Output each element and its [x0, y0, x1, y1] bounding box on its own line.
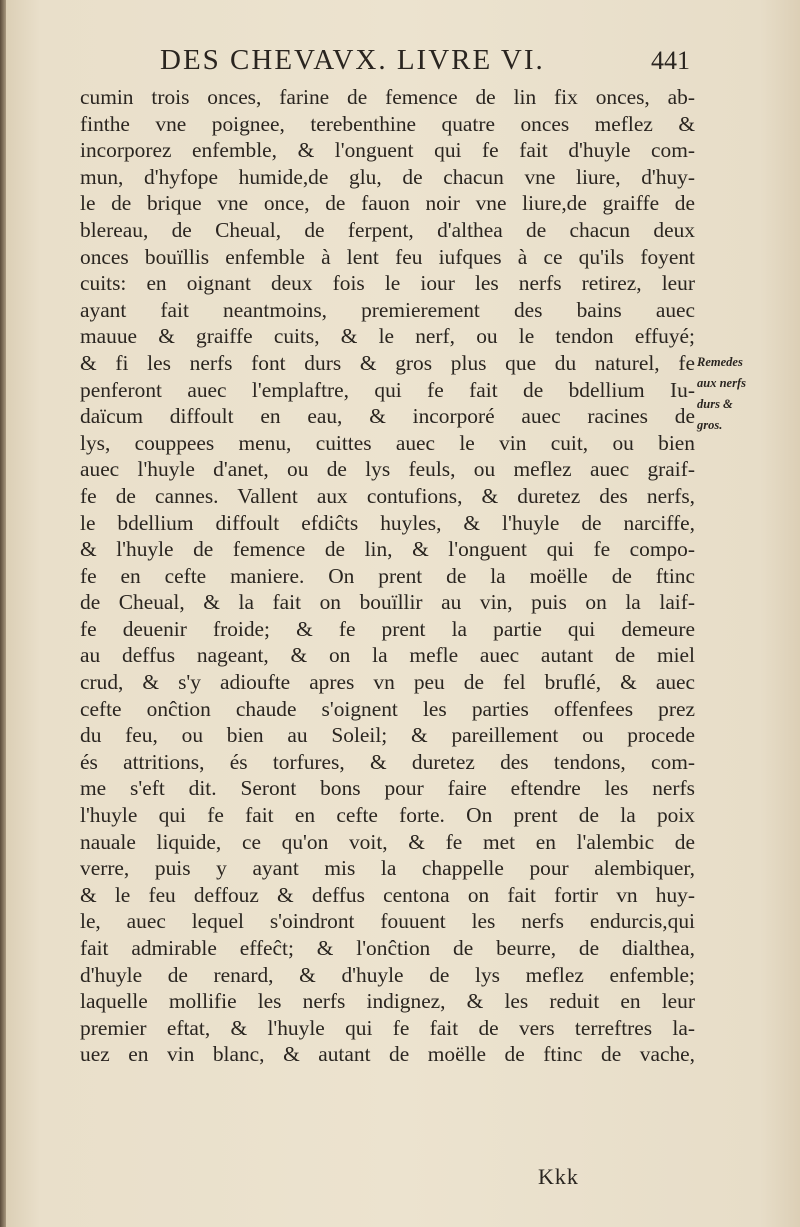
text-line: mun, d'hyfope humide,de glu, de chacun vne liure, d'huy- — [80, 164, 695, 189]
text-line: incorporez enfemble, & l'onguent qui fe fait d'huyle com- — [80, 138, 695, 163]
text-line: daïcum diffoult en eau, & incorporé auec racines de — [80, 404, 695, 429]
text-line: l'huyle qui fe fait en cefte forte. On prent de la poix — [80, 803, 695, 828]
text-line: & fi les nerfs font durs & gros plus que du naturel, fe — [80, 350, 695, 375]
text-line: du feu, ou bien au Soleil; & pareillement ou procede — [80, 723, 695, 748]
text-line: fe en cefte maniere. On prent de la moëlle de ftinc — [80, 563, 695, 588]
text-line: penferont auec l'emplaftre, qui fe fait de bdellium Iu- — [80, 377, 695, 402]
text-line: finthe vne poignee, terebenthine quatre onces meflez & — [80, 111, 695, 136]
margin-note-line: aux nerfs — [697, 376, 746, 390]
margin-note-line: gros. — [697, 418, 723, 432]
text-line: fe de cannes. Vallent aux contufions, & duretez des nerfs, — [80, 483, 695, 508]
text-line: le bdellium diffoult efdiĉts huyles, & l'huyle de narciffe, — [80, 510, 695, 535]
text-line: és attritions, és torfures, & duretez des tendons, com- — [80, 749, 695, 774]
text-line: nauale liquide, ce qu'on voit, & fe met en l'alembic de — [80, 829, 695, 854]
running-title: DES CHEVAVX. LIVRE VI. — [160, 44, 545, 76]
text-line: cefte onĉtion chaude s'oignent les parties offenfees prez — [80, 696, 695, 721]
text-line: lys, couppees menu, cuittes auec le vin cuit, ou bien — [80, 430, 695, 455]
text-line: & l'huyle de femence de lin, & l'onguent qui fe compo- — [80, 537, 695, 562]
page-number: 441 — [651, 46, 690, 75]
text-line: & le feu deffouz & deffus centona on fait fortir vn huy- — [80, 882, 695, 907]
text-line: fait admirable effeĉt; & l'onĉtion de beurre, de dialthea, — [80, 936, 695, 960]
text-line: laquelle mollifie les nerfs indignez, & les reduit en leur — [80, 989, 695, 1014]
text-line: fe deuenir froide; & fe prent la partie qui demeure — [80, 616, 695, 641]
text-line: le de brique vne once, de fauon noir vne liure,de graiffe de — [80, 191, 695, 216]
text-line: cuits: en oignant deux fois le iour les nerfs retirez, leur — [80, 271, 695, 296]
text-line: verre, puis y ayant mis la chappelle pour alembiquer, — [80, 856, 695, 881]
text-line: au deffus nageant, & on la mefle auec autant de miel — [80, 643, 695, 668]
text-line: le, auec lequel s'oindront fouuent les nerfs endurcis,qui — [80, 909, 695, 934]
text-line: onces bouïllis enfemble à lent feu iufques à ce qu'ils foyent — [80, 244, 695, 269]
text-line: d'huyle de renard, & d'huyle de lys meflez enfemble; — [80, 962, 695, 987]
margin-note — [697, 352, 797, 436]
text-line: cumin trois onces, farine de femence de lin fix onces, ab- — [80, 85, 695, 109]
margin-note-line: durs & — [697, 397, 733, 411]
body-text — [80, 84, 695, 1068]
text-line: premier eftat, & l'huyle qui fe fait de vers terreftres la- — [80, 1015, 695, 1040]
text-line: auec l'huyle d'anet, ou de lys feuls, ou meflez auec graif- — [80, 457, 695, 482]
page-header — [160, 44, 690, 84]
text-line: blereau, de Cheual, de ferpent, d'althea de chacun deux — [80, 217, 695, 242]
margin-note-line: Remedes — [697, 355, 743, 369]
text-line: crud, & s'y adioufte apres vn peu de fel bruflé, & auec — [80, 670, 695, 695]
text-line: uez en vin blanc, & autant de moëlle de ftinc de vache, — [80, 1042, 695, 1067]
page-spine-edge — [0, 0, 6, 1227]
text-line: ayant fait neantmoins, premierement des bains auec — [80, 297, 695, 322]
signature-mark: Kkk — [538, 1164, 579, 1189]
text-line: mauue & graiffe cuits, & le nerf, ou le tendon effuyé; — [80, 324, 695, 349]
text-line: me s'eft dit. Seront bons pour faire eftendre les nerfs — [80, 776, 695, 801]
text-line: de Cheual, & la fait on bouïllir au vin, puis on la laif- — [80, 590, 695, 615]
